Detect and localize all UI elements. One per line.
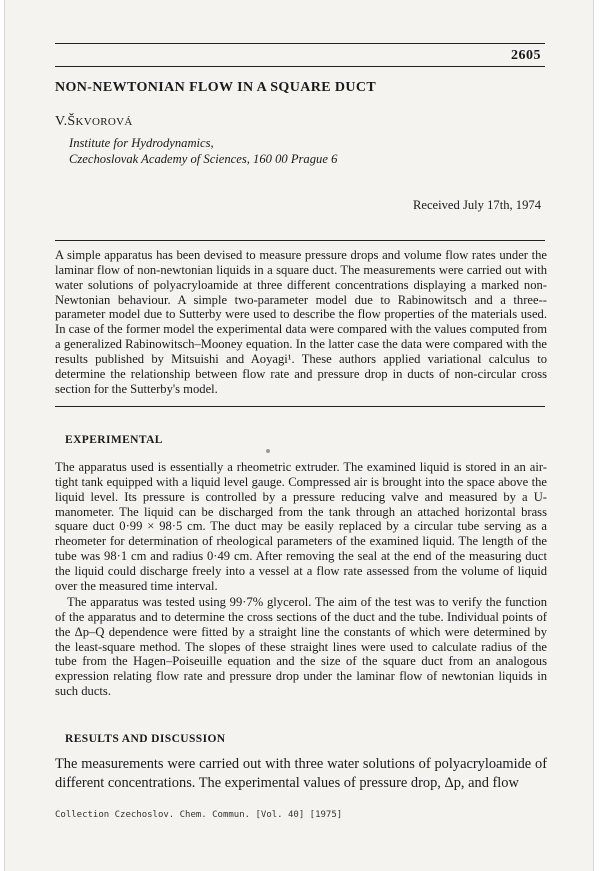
affiliation bbox=[69, 135, 337, 167]
article-title: NON-NEWTONIAN FLOW IN A SQUARE DUCT bbox=[55, 80, 377, 95]
author-surname: KVOROVÁ bbox=[75, 116, 133, 128]
received-date: Received July 17th, 1974 bbox=[412, 198, 541, 212]
section-heading-experimental: EXPERIMENTAL bbox=[65, 434, 163, 446]
affiliation-line: Czechoslovak Academy of Sciences, 160 00 Prague 6 bbox=[69, 152, 338, 166]
abstract-bottom-rule bbox=[55, 406, 545, 407]
experimental-paragraph-2: The apparatus was tested using 99·7% glycerol. The aim of the test was to verify the function of the apparatus and to determine the cross sections of the duct and the tube. Individual points of the Δp–Q dependence were fitted by a straight line the constants of which were determined by the least-square method. The slopes of these straight lines were used to calculate radius of the tube from the Hagen–Poiseuille equation and the size of the square duct from an analogous expression relating flow rate and pressure drop under the laminar flow of newtonian liquids in such ducts. bbox=[55, 595, 547, 699]
journal-page bbox=[4, 0, 594, 871]
author-name bbox=[55, 114, 133, 130]
author-initial: V.Š bbox=[55, 114, 76, 129]
print-speck bbox=[266, 449, 270, 453]
abstract-top-rule bbox=[55, 240, 545, 241]
affiliation-line: Institute for Hydrodynamics, bbox=[69, 136, 214, 150]
results-paragraph-1: The measurements were carried out with three water solutions of polyacryloamide of different concentrations. The experimental values of pressure drop, Δp, and flow bbox=[55, 756, 547, 791]
header-rule bbox=[55, 43, 545, 44]
experimental-paragraph-1: The apparatus used is essentially a rheometric extruder. The examined liquid is stored in an air-tight tank equipped with a liquid level gauge. Compressed air is brought into the space above the liquid level. Its pressure is controlled by a pressure reducing valve and measured by a U-manometer. The liquid can be discharged from the tank through an attached horizontal brass square duct 0·99 × 98·5 cm. The duct may be easily replaced by a circular tube serving as a rheometer for determination of rheological parameters of the examined liquid. The length of the tube was 98·1 cm and radius 0·49 cm. After removing the seal at the end of the measuring duct the liquid could discharge freely into a vessel at a flow rate assessed from the volume of liquid over the measured time interval. bbox=[55, 460, 547, 593]
journal-citation-footer: Collection Czechoslov. Chem. Commun. [Vol. 40] [1975] bbox=[55, 810, 343, 820]
page-number: 2605 bbox=[511, 48, 541, 63]
section-heading-results: RESULTS AND DISCUSSION bbox=[65, 733, 226, 745]
header-rule-lower bbox=[55, 66, 545, 67]
abstract-text: A simple apparatus has been devised to measure pressure drops and volume flow rates under the laminar flow of non-newtonian liquids in a square duct. The measurements were carried out with water solutions of polyacryloamide at three different concentrations displaying a marked non-Newtonian behaviour. A simple two-parameter model due to Rabinowitsch and a three--parameter model due to Sutterby were used to describe the flow properties of the materials used. In case of the former model the experimental data were compared with the values computed from a generalized Rabinowitsch–Mooney equation. In the latter case the data were compared with the results published by Mitsuishi and Aoyagi¹. These authors applied variational calculus to determine the relationship between flow rate and pressure drop in ducts of non-circular cross section for the Sutterby's model. bbox=[55, 248, 547, 396]
